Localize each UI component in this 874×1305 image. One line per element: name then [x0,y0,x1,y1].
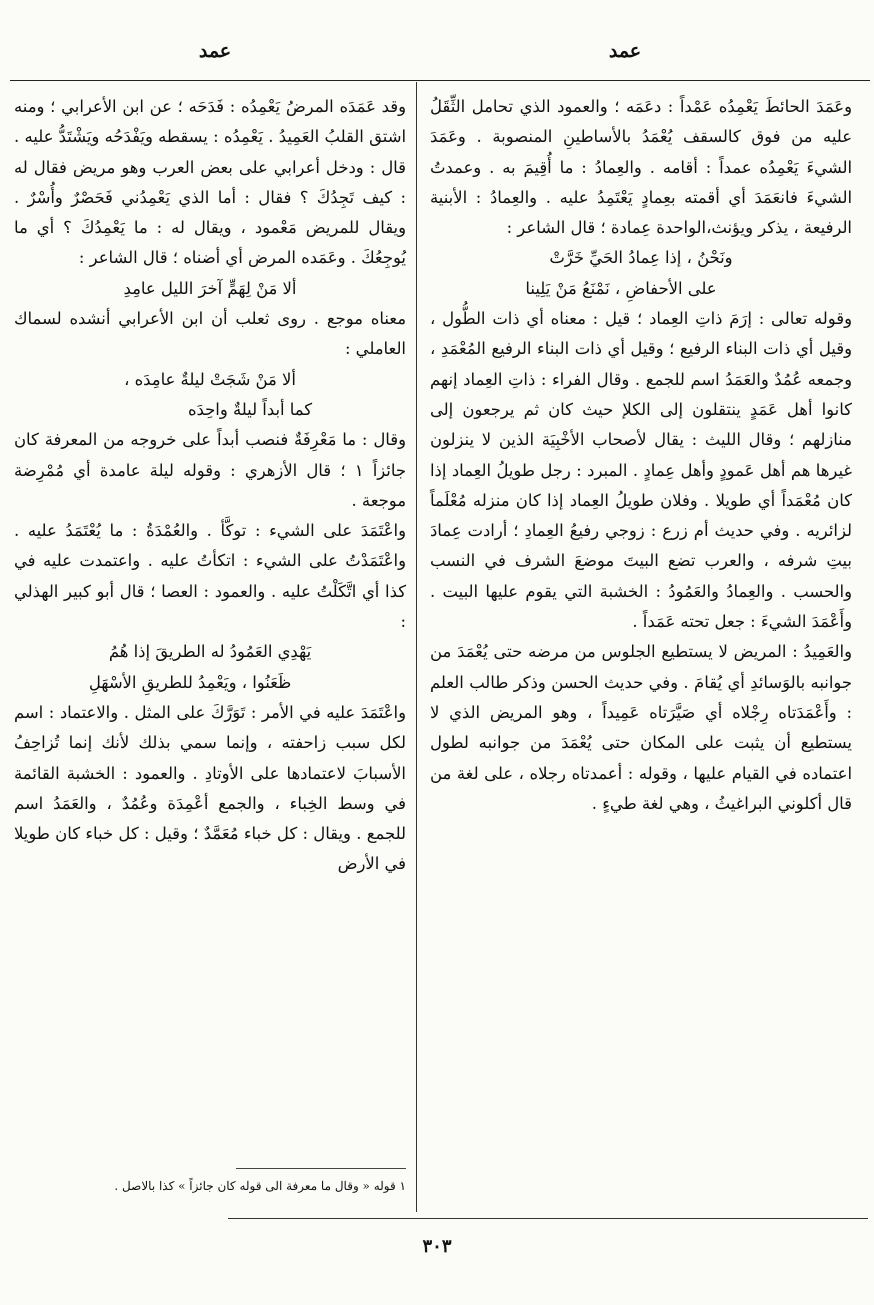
right-column [430,92,852,819]
verse-line: ألا مَنْ لِهَمٍّ آخرَ الليل عامِدِ [123,278,297,298]
verse-line: يَهْدِي العَمُودُ له الطريقَ إذا هُمُ [108,642,312,662]
paragraph: والعَمِيدُ : المريض لا يستطيع الجلوس من مرضه حتى يُعْمَدَ من جوانبه بالوَسائدِ أي يُقامَ . وفي حديث الحسن وذكر طالب العلم : وأَعْمَدَتاه رِجْلاه أي صَيَّرَتاه عَمِيداً ، وهو المريض الذي لا يستطيع أن يثبت على المكان حتى يُعْمَدَ من جوانبه لطول اعتماده في القيام عليها ، وقوله : أعمدتاه رجلاه ، على لغة من قال أكلوني البراغيثُ ، وهي لغة طيءٍ . [430,642,852,813]
paragraph: وعَمَدَ الحائطَ يَعْمِدُه عَمْداً : دعَمَه ؛ والعمود الذي تحامل الثِّقَلُ عليه من فوق كالسقف يُعْمَدُ بالأساطينِ المنصوبة . وعَمَدَ الشيءَ يَعْمِدُه عمداً : أقامه . والعِمادُ : ما أُقِيمَ به . وعمدتُ الشيءَ فانعَمَدَ أي أقمته بعِمادٍ يَعْتَمِدُ عليه . والعِمادُ : الأبنية الرفيعة ، يذكر ويؤنث،الواحدة عِمادة ؛ قال الشاعر : [430,97,852,238]
verse-line: كما أبداً ليلةٌ واحِدَه [187,399,313,419]
paragraph: معناه موجع . روى ثعلب أن ابن الأعرابي أنشده لسماك العاملي : [14,309,406,359]
page-number: ٣٠٣ [422,1236,452,1257]
footnote: ١ قوله « وقال ما معرفة الى قوله كان جائزاً » كذا بالاصل . [114,1179,406,1193]
paragraph: واعْتَمَدَ على الشيء : توكَّأ . والعُمْدَةُ : ما يُعْتَمَدُ عليه . واعْتَمَدْتُ على الشيء : اتكأتُ عليه . واعتمدت عليه في كذا أي اتَّكَلْتُ عليه . والعمود : العصا ؛ قال أبو كبير الهذلي : [14,521,406,632]
left-column [14,92,406,880]
paragraph: وقوله تعالى : إرَمَ ذاتِ العِماد ؛ قيل : معناه أي ذات الطُّول ، وقيل أي ذات البناء الرفيع ؛ وقيل أي ذات البناء الرفيع المُعْمَدِ ، وجمعه عُمُدٌ والعَمَدُ اسم للجمع . وقال الفراء : ذاتِ العِماد إنهم كانوا أهل عَمَدٍ ينتقلون إلى الكلإ حيث كان ثم يرجعون إلى منازلهم ؛ وقال الليث : يقال لأصحاب الأخْبِيَة الذين لا ينزلون غيرها هم أهل عَمودٍ وأهل عِمادٍ . المبرد : رجل طويلُ العِماد إذا كان مُعْمَداً أي طويلا . وفلان طويلُ العِماد إذا كان منزله مُعْلَماً لزائريه . وفي حديث أم زرع : زوجي رفيعُ العِمادِ ؛ أرادت عِمادَ بيتِ شرفه ، والعرب تضع البيتَ موضعَ الشرف في النسب والحسب . والعِمادُ والعَمُودُ : الخشبة التي يقوم عليها البيت . وأَعْمَدَ الشيءَ : جعل تحته عَمَداً . [430,309,852,632]
verse-line: على الأحفاضِ ، نَمْنَعُ مَنْ يَلِينا [525,278,717,298]
running-header-right: عمد [608,40,642,62]
verse-line: ظَعَنُوا ، ويَعْمِدُ للطريقِ الأسْهَلِ [88,672,292,692]
running-header-left: عمد [198,40,232,62]
paragraph: وقد عَمَدَه المرضُ يَعْمِدُه : فَدَحَه ؛ عن ابن الأعرابي ؛ ومنه اشتق القلبُ العَمِيدُ . يَعْمِدُه : يسقطه ويَفْدَحُه ويَشْتَدُّ عليه . قال : ودخل أعرابي على بعض العرب وهو مريض فقال له : كيف تَجِدُكَ ؟ فقال : أما الذي يَعْمِدُني فَحَصْرٌ وأُسْرٌ . ويقال للمريض مَعْمود ، ويقال له : ما يَعْمِدُكَ ؟ أي ما يُوجِعُكَ . وعَمَده المرض أي أضناه ؛ قال الشاعر : [14,97,406,268]
paragraph: وقال : ما مَعْرِفَةٌ فنصب أبداً على خروجه من المعرفة كان جائزاً ١ ؛ قال الأزهري : وقوله ليلة عامدة أي مُمْرِضة موجعة . [14,430,406,510]
column-divider [416,82,417,1212]
paragraph: واعْتَمَدَ عليه في الأمر : تَوَرَّكَ على المثل . والاعتماد : اسم لكل سبب زاحفته ، وإنما سمي بذلك لأنك إنما تُزاحِفُ الأسبابَ لاعتمادها على الأوتادِ . والعمود : الخشبة القائمة في وسط الخِباء ، والجمع أعْمِدَة وعُمُدٌ ، والعَمَدُ اسم للجمع . ويقال : كل خباء مُعَمَّدٌ ؛ وقيل : كل خباء كان طويلا في الأرض [14,702,406,874]
footnote-rule [236,1168,406,1169]
footer-rule [228,1218,868,1219]
verse-line: ألا مَنْ شَجَتْ ليلةٌ عامِدَه ، [124,369,296,389]
verse-line: ونَحْنُ ، إذا عِمادُ الحَيِّ خَرَّتْ [549,248,733,268]
header-rule [10,80,870,81]
